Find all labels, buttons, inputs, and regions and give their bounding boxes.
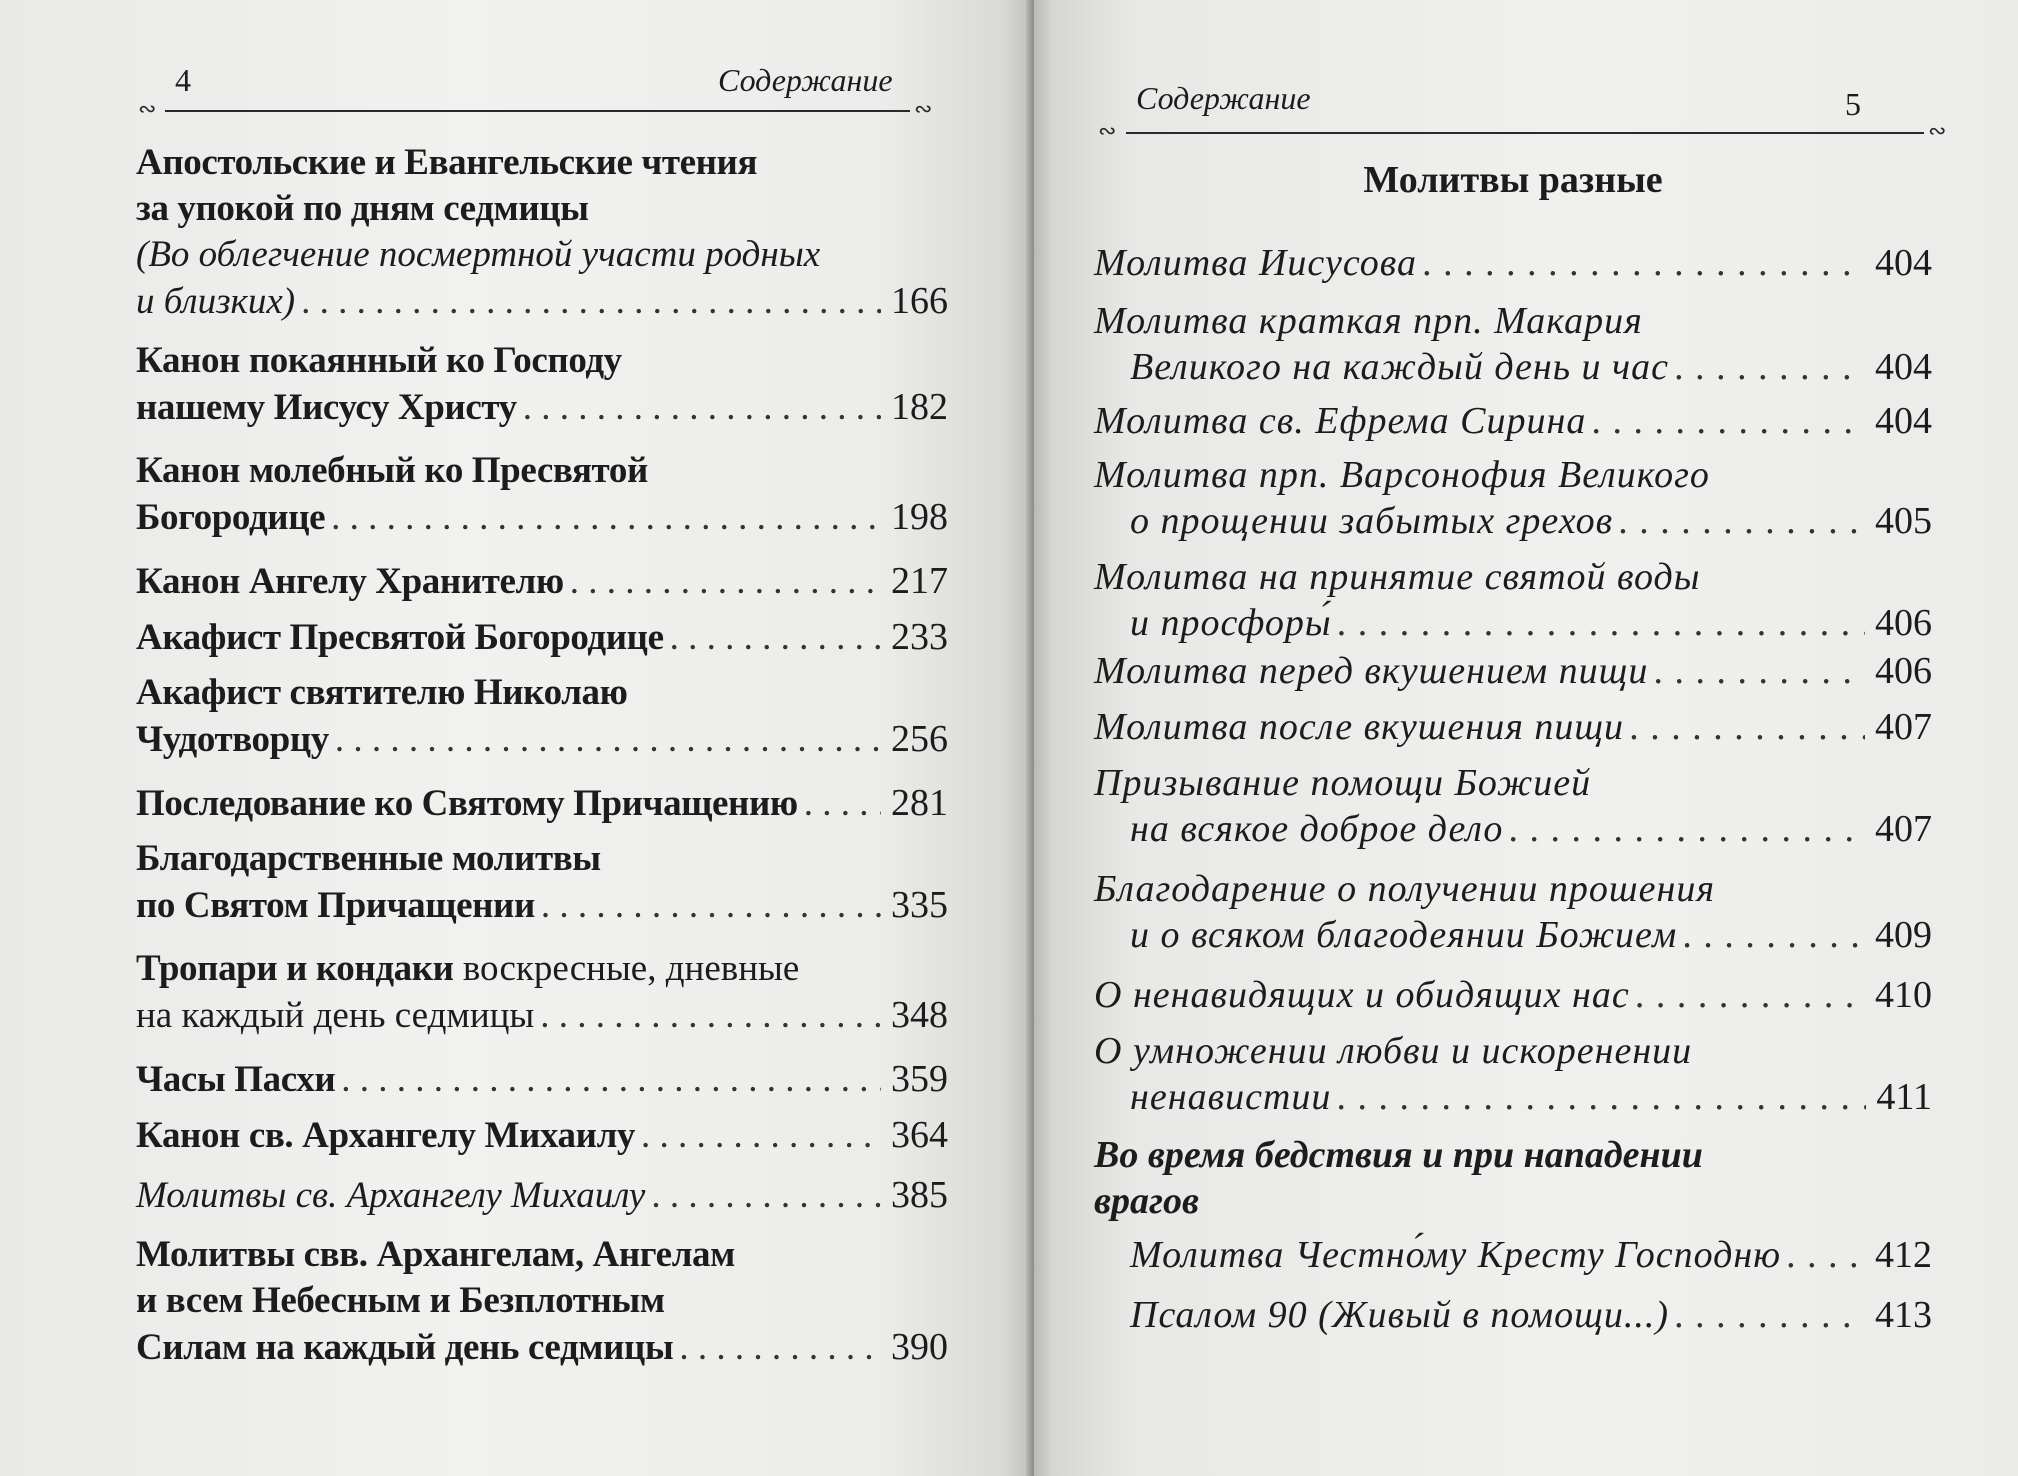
- toc-line: [136, 946, 948, 992]
- entry-title: Молитва перед вкушением пищи: [1094, 650, 1649, 692]
- page-ref: 405: [1875, 500, 1932, 542]
- page-ref: 281: [891, 782, 948, 824]
- toc-entry: [136, 670, 948, 762]
- right-page: [1034, 0, 2018, 1476]
- toc-line: [136, 232, 948, 278]
- toc-line: [1094, 912, 1932, 958]
- toc-line: [1094, 398, 1932, 444]
- toc-line: [136, 494, 948, 540]
- entry-title-rest: воскресные, дневные: [453, 948, 800, 989]
- page-ref: 182: [891, 386, 948, 428]
- entry-title: О ненавидящих и обидящих нас: [1094, 974, 1630, 1016]
- toc-entry: [1094, 298, 1932, 390]
- dot-leader: [335, 717, 881, 763]
- header-rule: [1126, 132, 1924, 134]
- entry-title: Молитвы свв. Архангелам, Ангелам: [136, 1234, 735, 1275]
- dot-leader: [1675, 344, 1865, 390]
- entry-title: Молитва Честно́му Кресту Господню: [1130, 1234, 1782, 1276]
- page-ref: 404: [1875, 346, 1932, 388]
- entry-title: Тропари и кондаки: [136, 948, 454, 989]
- toc-entry: [1094, 760, 1932, 852]
- entry-title: врагов: [1094, 1180, 1199, 1222]
- dot-leader: [1630, 704, 1865, 750]
- toc-entry: [136, 448, 948, 540]
- toc-line: [1094, 554, 1932, 600]
- page-ref: 390: [891, 1326, 948, 1368]
- toc-entry: [1094, 648, 1932, 694]
- dot-leader: [331, 495, 881, 541]
- page-ref: 406: [1875, 602, 1932, 644]
- toc-line: [1094, 298, 1932, 344]
- toc-line: [136, 614, 948, 660]
- entry-title: Псалом 90 (Живый в помощи...): [1130, 1294, 1669, 1336]
- toc-line: [1094, 452, 1932, 498]
- page-ref: 411: [1876, 1076, 1932, 1118]
- toc-entry: [1094, 398, 1932, 444]
- page-ref: 413: [1875, 1294, 1932, 1336]
- dot-leader: [1675, 1292, 1865, 1338]
- entry-title: о прощении забытых грехов: [1130, 500, 1614, 542]
- toc-line: [1094, 1178, 1932, 1224]
- page-ref: 404: [1875, 242, 1932, 284]
- dot-leader: [1423, 240, 1865, 286]
- page-ref: 166: [891, 280, 948, 322]
- entry-title: Силам на каждый день седмицы: [136, 1327, 674, 1368]
- dot-leader: [541, 883, 881, 929]
- page-ref: 385: [891, 1174, 948, 1216]
- running-title: Содержание: [1136, 80, 1311, 116]
- toc-entry: [1094, 1028, 1932, 1120]
- entry-title: Богородице: [136, 497, 326, 538]
- toc-entry: [136, 1232, 948, 1370]
- dot-leader: [1592, 398, 1865, 444]
- toc-line: [136, 1056, 948, 1102]
- running-title: Содержание: [718, 62, 893, 98]
- page-ref: 364: [891, 1114, 948, 1156]
- entry-title: Молитвы св. Архангелу Михаилу: [136, 1175, 646, 1216]
- entry-title: ненавистии: [1130, 1076, 1332, 1118]
- page-ref: 409: [1875, 914, 1932, 956]
- entry-title: Канон Ангелу Хранителю: [136, 561, 564, 602]
- entry-title: Последование ко Святому Причащению: [136, 783, 798, 824]
- page-ref: 335: [891, 884, 948, 926]
- header-rule: [165, 110, 910, 112]
- entry-title: Акафист Пресвятой Богородице: [136, 617, 664, 658]
- dot-leader: [641, 1113, 881, 1159]
- entry-title: Чудотворцу: [136, 719, 329, 760]
- page-ref: 407: [1875, 706, 1932, 748]
- toc-entry: [136, 1056, 948, 1102]
- dot-leader: [804, 781, 881, 827]
- dot-leader: [341, 1057, 881, 1103]
- toc-entry: [1094, 704, 1932, 750]
- dot-leader: [670, 615, 881, 661]
- toc-line: [136, 1278, 948, 1324]
- page-ref: 198: [891, 496, 948, 538]
- entry-title: Молитва краткая прп. Макария: [1094, 300, 1643, 342]
- toc-entry: [1094, 972, 1932, 1018]
- page-ref: 359: [891, 1058, 948, 1100]
- dot-leader: [651, 1173, 881, 1219]
- toc-line: [1094, 806, 1932, 852]
- entry-title: за упокой по дням седмицы: [136, 188, 589, 229]
- toc-line: [1094, 704, 1932, 750]
- dot-leader: [1337, 1074, 1866, 1120]
- toc-line: [1094, 1132, 1932, 1178]
- entry-title: нашему Иисусу Христу: [136, 387, 517, 428]
- entry-title: Великого на каждый день и час: [1130, 346, 1670, 388]
- dot-leader: [1619, 498, 1865, 544]
- dot-leader: [679, 1325, 881, 1371]
- toc-line: [136, 882, 948, 928]
- page-number: 5: [1845, 86, 1861, 122]
- toc-entry: [1094, 554, 1932, 646]
- toc-line: [136, 716, 948, 762]
- toc-line: [1094, 648, 1932, 694]
- page-ref: 256: [891, 718, 948, 760]
- right-running-header: [1034, 80, 2018, 143]
- toc-line: [136, 338, 948, 384]
- page-ref: 412: [1875, 1234, 1932, 1276]
- entry-title: О умножении любви и искоренении: [1094, 1030, 1693, 1072]
- ornament-right-icon: ∾: [914, 96, 933, 121]
- toc-entry: [136, 780, 948, 826]
- entry-title: и всем Небесным и Безплотным: [136, 1280, 665, 1321]
- toc-line: [136, 558, 948, 604]
- toc-entry: [1094, 240, 1932, 286]
- entry-title: Молитва св. Ефрема Сирина: [1094, 400, 1587, 442]
- toc-line: [136, 1112, 948, 1158]
- entry-title: Во время бедствия и при нападении: [1094, 1134, 1703, 1176]
- toc-line: [136, 140, 948, 186]
- toc-entry: [136, 946, 948, 1038]
- dot-leader: [1636, 972, 1865, 1018]
- ornament-left-icon: ∾: [1098, 118, 1117, 143]
- toc-line: [136, 1324, 948, 1370]
- entry-title: Часы Пасхи: [136, 1059, 336, 1100]
- page-ref: 404: [1875, 400, 1932, 442]
- toc-line: [136, 186, 948, 232]
- entry-title: и близких): [136, 281, 296, 322]
- toc-line: [1094, 240, 1932, 286]
- dot-leader: [1787, 1232, 1865, 1278]
- toc-line: [136, 1172, 948, 1218]
- ornament-left-icon: ∾: [138, 96, 157, 121]
- toc-line: [136, 992, 948, 1038]
- toc-entry: [136, 1112, 948, 1158]
- left-running-header: [0, 58, 1034, 121]
- toc-line: [136, 1232, 948, 1278]
- entry-title: Призывание помощи Божией: [1094, 762, 1592, 804]
- page-ref: 217: [891, 560, 948, 602]
- ornament-right-icon: ∾: [1928, 118, 1947, 143]
- dot-leader: [1338, 600, 1865, 646]
- toc-entry: [1094, 1232, 1932, 1278]
- dot-leader: [1654, 648, 1865, 694]
- page-ref: 407: [1875, 808, 1932, 850]
- dot-leader: [301, 279, 881, 325]
- toc-entry: [136, 558, 948, 604]
- entry-title: Благодарение о получении прошения: [1094, 868, 1715, 910]
- toc-line: [1094, 972, 1932, 1018]
- section-heading: Молитвы разные: [1363, 159, 1663, 201]
- toc-line: [136, 780, 948, 826]
- entry-title: Апостольские и Евангельские чтения: [136, 142, 758, 183]
- dot-leader: [1683, 912, 1865, 958]
- toc-line: [1094, 1074, 1932, 1120]
- page-ref: 406: [1875, 650, 1932, 692]
- toc-entry: [136, 836, 948, 928]
- toc-line: [1094, 1292, 1932, 1338]
- toc-line: [136, 670, 948, 716]
- toc-entry: [1094, 1132, 1932, 1224]
- page-ref: 410: [1875, 974, 1932, 1016]
- toc-entry: [1094, 452, 1932, 544]
- toc-line: [1094, 344, 1932, 390]
- toc-line: [136, 836, 948, 882]
- toc-line: [1094, 760, 1932, 806]
- toc-entry: [136, 338, 948, 430]
- entry-title: Молитва после вкушения пищи: [1094, 706, 1625, 748]
- page-number: 4: [175, 62, 191, 98]
- toc-entry: [136, 614, 948, 660]
- entry-title: (Во облегчение посмертной участи родных: [136, 234, 821, 275]
- entry-title: Канон св. Архангелу Михаилу: [136, 1115, 636, 1156]
- dot-leader: [1509, 806, 1865, 852]
- toc-line: [136, 448, 948, 494]
- page-ref: 348: [891, 994, 948, 1036]
- dot-leader: [570, 559, 881, 605]
- toc-entry: [1094, 1292, 1932, 1338]
- toc-line: [1094, 600, 1932, 646]
- entry-title: на всякое доброе дело: [1130, 808, 1504, 850]
- toc-entry: [1094, 866, 1932, 958]
- entry-title: Молитва Иисусова: [1094, 242, 1417, 284]
- toc-line: [1094, 1028, 1932, 1074]
- entry-title: и просфоры́: [1130, 602, 1332, 644]
- entry-title: Канон покаянный ко Господу: [136, 340, 622, 381]
- toc-entry: [136, 140, 948, 324]
- entry-title: Молитва прп. Варсонофия Великого: [1094, 454, 1710, 496]
- entry-title: по Святом Причащении: [136, 885, 535, 926]
- entry-title: Канон молебный ко Пресвятой: [136, 450, 648, 491]
- toc-line: [1094, 498, 1932, 544]
- entry-title: на каждый день седмицы: [136, 995, 535, 1036]
- toc-line: [1094, 866, 1932, 912]
- toc-line: [136, 384, 948, 430]
- dot-leader: [523, 385, 881, 431]
- entry-title: Акафист святителю Николаю: [136, 672, 628, 713]
- page-ref: 233: [891, 616, 948, 658]
- entry-title: и о всяком благодеянии Божием: [1130, 914, 1678, 956]
- toc-entry: [136, 1172, 948, 1218]
- entry-title: Благодарственные молитвы: [136, 838, 601, 879]
- dot-leader: [540, 993, 881, 1039]
- toc-line: [136, 278, 948, 324]
- entry-title: Молитва на принятие святой воды: [1094, 556, 1701, 598]
- toc-line: [1094, 1232, 1932, 1278]
